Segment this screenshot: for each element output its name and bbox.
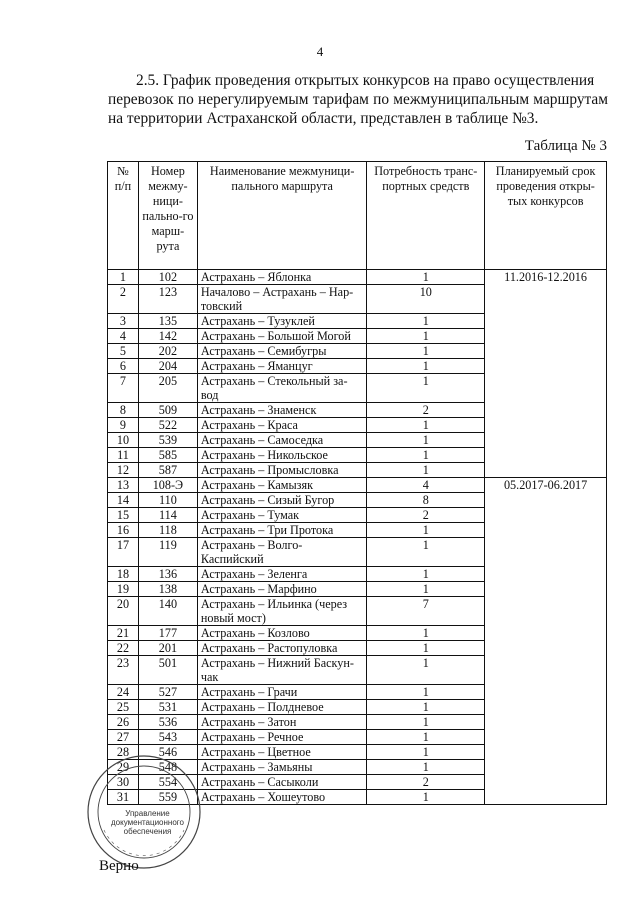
route-name: Астрахань – Цветное [197,745,367,760]
route-number: 587 [138,463,197,478]
stamp-text [105,809,190,836]
route-name: Астрахань – Замьяны [197,760,367,775]
route-number: 114 [138,508,197,523]
vehicle-count: 1 [367,329,485,344]
row-number: 12 [108,463,139,478]
route-name: Астрахань – Яманцуг [197,359,367,374]
table-caption: Таблица № 3 [524,138,607,154]
route-name: Началово – Астрахань – Нар-товский [197,285,367,314]
row-number: 24 [108,685,139,700]
vehicle-count: 1 [367,359,485,374]
route-number: 546 [138,745,197,760]
route-number: 136 [138,567,197,582]
row-number: 20 [108,597,139,626]
row-number: 19 [108,582,139,597]
route-name: Астрахань – Знаменск [197,403,367,418]
row-number: 26 [108,715,139,730]
certified-mark: Верно [99,858,139,874]
route-number: 123 [138,285,197,314]
header-route-number: Номер межму-ници-пально-го марш-рута [138,162,197,270]
row-number: 18 [108,567,139,582]
route-number: 543 [138,730,197,745]
route-name: Астрахань – Самоседка [197,433,367,448]
page-number: 4 [316,44,324,59]
vehicle-count: 1 [367,344,485,359]
row-number: 29 [108,760,139,775]
vehicle-count: 1 [367,641,485,656]
route-number: 102 [138,270,197,285]
planned-period: 05.2017-06.2017 [485,478,607,805]
route-name: Астрахань – Нижний Баскун-чак [197,656,367,685]
header-route-name: Наименование межмуници-пального маршрута [197,162,367,270]
header-planned-period: Планируемый срок проведения откры-тых конкурсов [485,162,607,270]
row-number: 16 [108,523,139,538]
route-number: 585 [138,448,197,463]
route-name: Астрахань – Хошеутово [197,790,367,805]
route-number: 108-Э [138,478,197,493]
vehicle-count: 1 [367,270,485,285]
header-vehicle-need: Потребность транс-портных средств [367,162,485,270]
route-number: 536 [138,715,197,730]
table-body [108,270,607,805]
route-number: 119 [138,538,197,567]
route-number: 110 [138,493,197,508]
row-number: 3 [108,314,139,329]
vehicle-count: 1 [367,538,485,567]
header-number: № п/п [108,162,139,270]
vehicle-count: 1 [367,685,485,700]
row-number: 31 [108,790,139,805]
route-name: Астрахань – Никольское [197,448,367,463]
route-number: 509 [138,403,197,418]
route-number: 140 [138,597,197,626]
row-number: 15 [108,508,139,523]
intro-first-line: 2.5. График проведения открытых конкурсов на право осуществления [136,72,595,89]
row-number: 11 [108,448,139,463]
row-number: 14 [108,493,139,508]
route-name: Астрахань – Тумак [197,508,367,523]
route-name: Астрахань – Ильинка (через новый мост) [197,597,367,626]
vehicle-count: 1 [367,523,485,538]
row-number: 25 [108,700,139,715]
route-name: Астрахань – Яблонка [197,270,367,285]
row-number: 23 [108,656,139,685]
route-name: Астрахань – Семибугры [197,344,367,359]
row-number: 10 [108,433,139,448]
route-number: 527 [138,685,197,700]
route-number: 531 [138,700,197,715]
vehicle-count: 1 [367,314,485,329]
row-number: 1 [108,270,139,285]
vehicle-count: 1 [367,745,485,760]
intro-rest: перевозок по нерегулируемым тарифам по межмуниципальным маршрутам на территории Астраханской области, представлен в таблице №3. [108,91,608,127]
vehicle-count: 2 [367,508,485,523]
row-number: 9 [108,418,139,433]
route-name: Астрахань – Волго-Каспийский [197,538,367,567]
route-name: Астрахань – Сасыколи [197,775,367,790]
vehicle-count: 1 [367,730,485,745]
route-number: 138 [138,582,197,597]
row-number: 30 [108,775,139,790]
vehicle-count: 7 [367,597,485,626]
stamp-line-3: обеспечения [123,827,172,836]
vehicle-count: 1 [367,626,485,641]
row-number: 17 [108,538,139,567]
row-number: 27 [108,730,139,745]
vehicle-count: 10 [367,285,485,314]
route-number: 135 [138,314,197,329]
route-name: Астрахань – Козлово [197,626,367,641]
route-number: 142 [138,329,197,344]
table-header-row [108,162,607,270]
table-row [108,270,607,285]
vehicle-count: 1 [367,656,485,685]
route-name: Астрахань – Затон [197,715,367,730]
schedule-table [107,161,607,805]
vehicle-count: 1 [367,448,485,463]
vehicle-count: 1 [367,374,485,403]
vehicle-count: 1 [367,715,485,730]
stamp-line-2: документационного [111,818,184,827]
vehicle-count: 1 [367,582,485,597]
row-number: 7 [108,374,139,403]
route-name: Астрахань – Полдневое [197,700,367,715]
route-number: 559 [138,790,197,805]
route-number: 554 [138,775,197,790]
intro-paragraph [108,71,608,128]
vehicle-count: 1 [367,790,485,805]
route-number: 201 [138,641,197,656]
route-name: Астрахань – Три Протока [197,523,367,538]
route-number: 177 [138,626,197,641]
route-name: Астрахань – Тузуклей [197,314,367,329]
row-number: 22 [108,641,139,656]
vehicle-count: 1 [367,700,485,715]
planned-period: 11.2016-12.2016 [485,270,607,478]
route-name: Астрахань – Промысловка [197,463,367,478]
route-number: 522 [138,418,197,433]
row-number: 4 [108,329,139,344]
vehicle-count: 2 [367,775,485,790]
row-number: 5 [108,344,139,359]
route-name: Астрахань – Растопуловка [197,641,367,656]
route-name: Астрахань – Марфино [197,582,367,597]
row-number: 6 [108,359,139,374]
route-name: Астрахань – Камызяк [197,478,367,493]
vehicle-count: 1 [367,433,485,448]
vehicle-count: 1 [367,567,485,582]
route-number: 501 [138,656,197,685]
route-number: 539 [138,433,197,448]
vehicle-count: 8 [367,493,485,508]
vehicle-count: 4 [367,478,485,493]
vehicle-count: 1 [367,463,485,478]
vehicle-count: 1 [367,760,485,775]
row-number: 13 [108,478,139,493]
route-name: Астрахань – Грачи [197,685,367,700]
route-number: 205 [138,374,197,403]
route-name: Астрахань – Стекольный за-вод [197,374,367,403]
route-name: Астрахань – Большой Могой [197,329,367,344]
route-name: Астрахань – Речное [197,730,367,745]
row-number: 8 [108,403,139,418]
route-number: 548 [138,760,197,775]
route-number: 204 [138,359,197,374]
route-name: Астрахань – Краса [197,418,367,433]
route-number: 118 [138,523,197,538]
table-row [108,478,607,493]
row-number: 28 [108,745,139,760]
vehicle-count: 2 [367,403,485,418]
row-number: 21 [108,626,139,641]
route-name: Астрахань – Сизый Бугор [197,493,367,508]
row-number: 2 [108,285,139,314]
route-name: Астрахань – Зеленга [197,567,367,582]
route-number: 202 [138,344,197,359]
vehicle-count: 1 [367,418,485,433]
stamp-line-1: Управление [125,809,170,818]
